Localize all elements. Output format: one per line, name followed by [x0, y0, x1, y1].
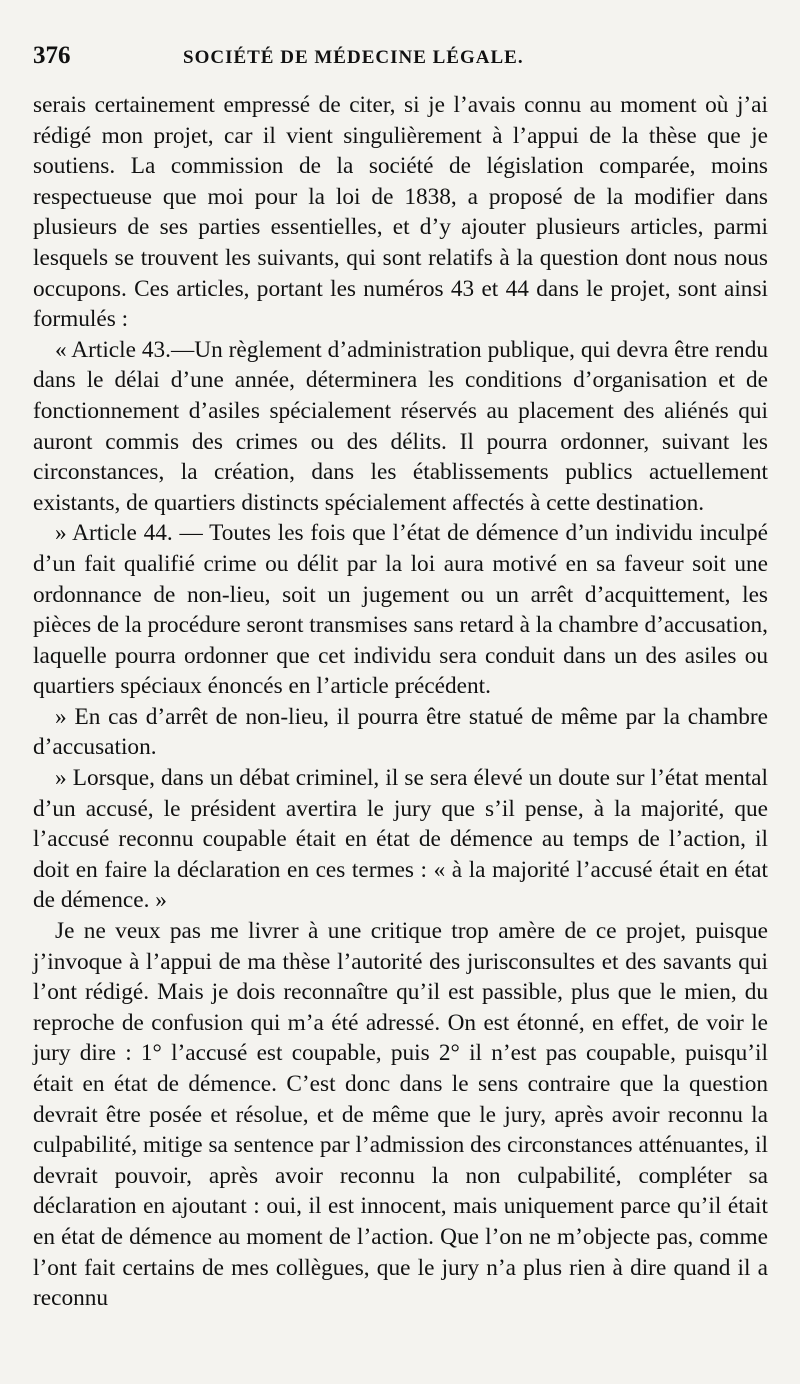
page-header: [33, 42, 768, 82]
paragraph-continuation: serais certainement empressé de citer, si je l’avais connu au moment où j’ai rédigé mon projet, car il vient singulièrement à l’appui de la thèse que je soutiens. La commission de la société de législation comparée, moins respectueuse que moi pour la loi de 1838, a proposé de la modifier dans plusieurs de ses parties essentielles, et d’y ajouter plusieurs articles, parmi lesquels se trouvent les suivants, qui sont relatifs à la question dont nous nous occupons. Ces articles, portant les numéros 43 et 44 dans le projet, sont ainsi formulés :: [33, 92, 768, 333]
paragraph-article-43: « Article 43.—Un règlement d’administration publique, qui devra être rendu dans le délai d’une année, déterminera les conditions d’organisation et de fonctionnement d’asiles spécialement réservés au placement des aliénés qui auront commis des crimes ou des délits. Il pourra ordonner, suivant les circonstances, la création, dans les établissements publics actuellement existants, de quartiers distincts spécialement affectés à cette destination.: [33, 336, 768, 516]
page-body: [33, 90, 768, 1314]
paragraph-non-lieu: » En cas d’arrêt de non-lieu, il pourra être statué de même par la chambre d’accusation.: [33, 703, 768, 761]
paragraph-jury-instruction: » Lorsque, dans un débat criminel, il se sera élevé un doute sur l’état mental d’un accusé, le président avertira le jury que s’il pense, à la majorité, que l’accusé reconnu coupable était en état de démence au temps de l’action, il doit en faire la déclaration en ces termes : « à la majorité l’accusé était en état de démence. »: [33, 765, 768, 914]
page-number: 376: [33, 42, 71, 69]
running-title: SOCIÉTÉ DE MÉDECINE LÉGALE.: [183, 47, 524, 68]
paragraph-article-44: » Article 44. — Toutes les fois que l’état de démence d’un individu inculpé d’un fait qualifié crime ou délit par la loi aura motivé en sa faveur soit une ordonnance de non-lieu, soit un jugement ou un arrêt d’acquittement, les pièces de la procédure seront transmises sans retard à la chambre d’accusation, laquelle pourra ordonner que cet individu sera conduit dans un des asiles ou quartiers spéciaux énoncés en l’article précédent.: [33, 520, 768, 700]
paragraph-critique: Je ne veux pas me livrer à une critique trop amère de ce projet, puisque j’invoque à l’appui de ma thèse l’autorité des jurisconsultes et des savants qui l’ont rédigé. Mais je dois reconnaître qu’il est passible, plus que le mien, du reproche de confusion qui m’a été adressé. On est étonné, en effet, de voir le jury dire : 1° l’accusé est coupable, puis 2° il n’est pas coupable, puisqu’il était en état de démence. C’est donc dans le sens contraire que la question devrait être posée et résolue, et de même que le jury, après avoir reconnu la culpabilité, mitige sa sentence par l’admission des circonstances atténuantes, il devrait pouvoir, après avoir reconnu la non culpabilité, compléter sa déclaration en ajoutant : oui, il est innocent, mais uniquement parce qu’il était en état de démence au moment de l’action. Que l’on ne m’objecte pas, comme l’ont fait certains de mes collègues, que le jury n’a plus rien à dire quand il a reconnu: [33, 918, 768, 1312]
